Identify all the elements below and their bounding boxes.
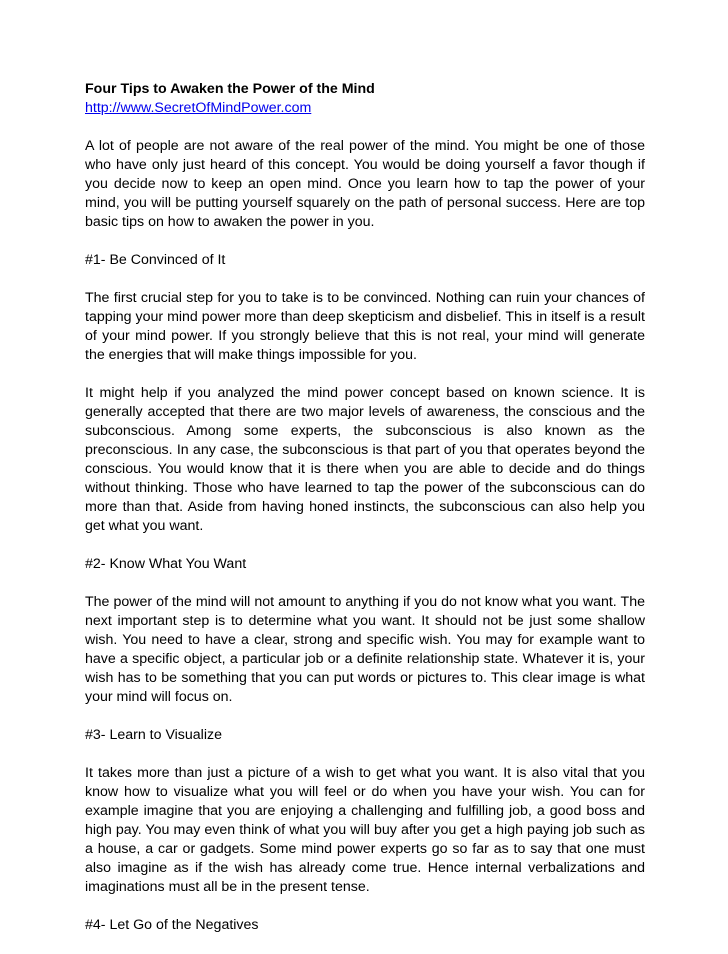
website-link[interactable]: http://www.SecretOfMindPower.com (85, 100, 312, 116)
section-heading-4: #4- Let Go of the Negatives (85, 917, 259, 933)
section-heading-2: #2- Know What You Want (85, 556, 247, 572)
document-title: Four Tips to Awaken the Power of the Mind (85, 81, 375, 97)
intro-paragraph: A lot of people are not aware of the real power of the mind. You might be one of those who have only just heard of this concept. You would be doing yourself a favor though if you decide now to keep an open mind. Once you learn how to tap the power of your mind, you will be putting yourself squarely on the path of personal success. Here are top basic tips on how to awaken the power in you. (85, 138, 645, 230)
section-3-paragraph-1: It takes more than just a picture of a wish to get what you want. It is also vital that you know how to visualize what you will feel or do when you have your wish. You can for example imagine that you are enjoying a challenging and fulfilling job, a good boss and high pay. You may even think of what you will buy after you get a high paying job such as a house, a car or gadgets. Some mind power experts go so far as to say that one must also imagine as if the wish has already come true. Hence internal verbalizations and imaginations must all be in the present tense. (85, 765, 645, 895)
section-1-paragraph-1: The first crucial step for you to take is to be convinced. Nothing can ruin your chances of tapping your mind power more than deep skepticism and disbelief. This in itself is a result of your mind power. If you strongly believe that this is not real, your mind will generate the energies that will make things impossible for you. (85, 290, 645, 363)
section-2-paragraph-1: The power of the mind will not amount to anything if you do not know what you want. The next important step is to determine what you want. It should not be just some shallow wish. You need to have a clear, strong and specific wish. You may for example want to have a specific object, a particular job or a definite relationship state. Whatever it is, your wish has to be something that you can put words or pictures to. This clear image is what your mind will focus on. (85, 594, 645, 705)
document-page (85, 80, 645, 954)
section-heading-1: #1- Be Convinced of It (85, 252, 226, 268)
section-heading-3: #3- Learn to Visualize (85, 727, 222, 743)
section-1-paragraph-2: It might help if you analyzed the mind power concept based on known science. It is generally accepted that there are two major levels of awareness, the conscious and the subconscious. Among some experts, the subconscious is also known as the preconscious. In any case, the subconscious is that part of you that operates beyond the conscious. You would know that it is there when you are able to decide and do things without thinking. Those who have learned to tap the power of the subconscious can do more than that. Aside from having honed instincts, the subconscious can also help you get what you want. (85, 385, 645, 534)
